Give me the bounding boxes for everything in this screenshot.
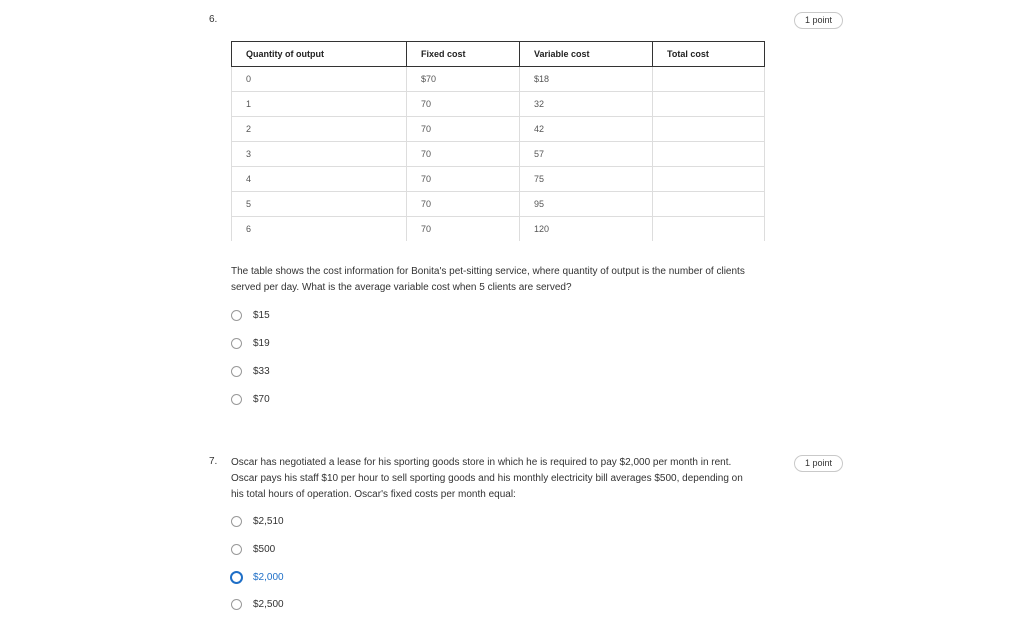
header-variable-cost: Variable cost — [520, 42, 653, 67]
table-cell — [653, 142, 765, 167]
option-label: $33 — [253, 366, 270, 377]
table-row — [232, 167, 765, 192]
cost-table-header-row — [232, 42, 765, 67]
q6-option-1[interactable] — [231, 338, 270, 349]
option-label: $2,510 — [253, 516, 284, 527]
radio-button[interactable] — [231, 544, 242, 555]
table-cell — [653, 192, 765, 217]
table-cell: 5 — [232, 192, 407, 217]
table-cell: 42 — [520, 117, 653, 142]
table-cell: 70 — [407, 92, 520, 117]
table-cell: $18 — [520, 67, 653, 92]
question-7-number: 7. — [209, 456, 218, 467]
question-6-points-badge: 1 point — [794, 12, 843, 29]
q6-option-3[interactable] — [231, 394, 270, 405]
table-cell: 1 — [232, 92, 407, 117]
option-label: $15 — [253, 310, 270, 321]
table-cell: 70 — [407, 142, 520, 167]
table-cell — [653, 217, 765, 242]
radio-button[interactable] — [231, 599, 242, 610]
header-total-cost: Total cost — [653, 42, 765, 67]
table-cell: 75 — [520, 167, 653, 192]
option-label: $2,500 — [253, 599, 284, 610]
table-cell — [653, 167, 765, 192]
q7-option-3[interactable] — [231, 599, 284, 610]
table-row — [232, 217, 765, 242]
option-label: $2,000 — [253, 572, 284, 583]
option-label: $19 — [253, 338, 270, 349]
table-cell — [653, 117, 765, 142]
table-cell — [653, 67, 765, 92]
table-row — [232, 117, 765, 142]
table-cell: 70 — [407, 167, 520, 192]
radio-button[interactable] — [231, 394, 242, 405]
table-cell: 70 — [407, 192, 520, 217]
q7-option-2[interactable] — [230, 571, 284, 584]
table-cell: 32 — [520, 92, 653, 117]
radio-button[interactable] — [231, 338, 242, 349]
header-quantity: Quantity of output — [232, 42, 407, 67]
table-row — [232, 92, 765, 117]
radio-button[interactable] — [231, 516, 242, 527]
table-cell: 4 — [232, 167, 407, 192]
question-6-text: The table shows the cost information for Bonita's pet-sitting service, where quantity of output is the number of clients served per day. What is the average variable cost when 5 clients are served? — [231, 266, 745, 293]
q6-option-2[interactable] — [231, 366, 270, 377]
table-row — [232, 192, 765, 217]
table-cell: 57 — [520, 142, 653, 167]
table-cell: 70 — [407, 117, 520, 142]
table-cell: 0 — [232, 67, 407, 92]
q6-option-0[interactable] — [231, 310, 270, 321]
radio-button[interactable] — [231, 310, 242, 321]
table-cell: 2 — [232, 117, 407, 142]
question-7-text: Oscar has negotiated a lease for his sporting goods store in which he is required to pay $2,000 per month in rent. Oscar pays his staff $10 per hour to sell sporting goods and his monthly electricity bill averages $500, depending on his total hours of operation. Oscar's fixed costs per month equal: — [231, 457, 743, 500]
question-6-number: 6. — [209, 14, 218, 25]
q7-option-1[interactable] — [231, 544, 275, 555]
radio-button[interactable] — [231, 366, 242, 377]
table-cell: 70 — [407, 217, 520, 242]
table-cell: $70 — [407, 67, 520, 92]
table-row — [232, 67, 765, 92]
table-cell: 95 — [520, 192, 653, 217]
option-label: $70 — [253, 394, 270, 405]
q7-option-0[interactable] — [231, 516, 284, 527]
cost-table — [231, 41, 765, 241]
option-label: $500 — [253, 544, 276, 555]
question-7-points-badge: 1 point — [794, 455, 843, 472]
radio-button-selected[interactable] — [230, 571, 243, 584]
table-cell: 3 — [232, 142, 407, 167]
table-cell — [653, 92, 765, 117]
table-cell: 6 — [232, 217, 407, 242]
header-fixed-cost: Fixed cost — [407, 42, 520, 67]
table-cell: 120 — [520, 217, 653, 242]
table-row — [232, 142, 765, 167]
